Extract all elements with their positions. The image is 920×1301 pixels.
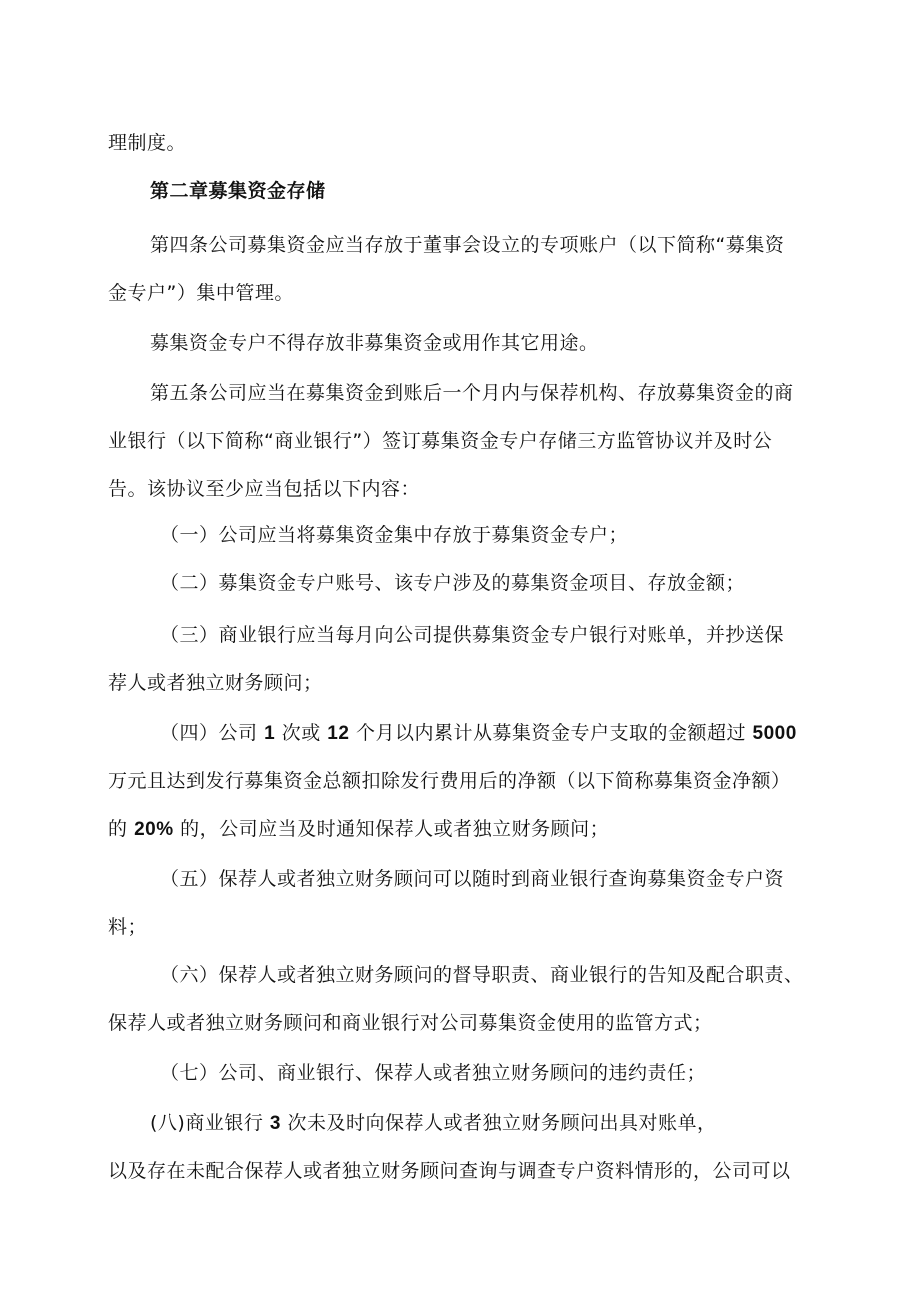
list-item: （三）商业银行应当每月向公司提供募集资金专户银行对账单，并抄送保	[160, 624, 785, 646]
text-segment: 的，公司应当及时通知保荐人或者独立财务顾问；	[180, 818, 610, 840]
text-line: 募集资金专户不得存放非募集资金或用作其它用途。	[150, 332, 599, 354]
text-line: 保荐人或者独立财务顾问和商业银行对公司募集资金使用的监管方式；	[108, 1012, 713, 1034]
text-line: 第四条公司募集资金应当存放于董事会设立的专项账户（以下简称“募集资	[150, 234, 785, 256]
chapter-heading: 第二章募集资金存储	[150, 180, 326, 202]
number: 1	[264, 723, 276, 744]
list-item: （二）募集资金专户账号、该专户涉及的募集资金项目、存放金额；	[160, 572, 746, 594]
text-segment: 次未及时向保荐人或者独立财务顾问出具对账单，	[287, 1112, 717, 1134]
text-line: 金专户”）集中管理。	[108, 282, 294, 304]
list-item: （五）保荐人或者独立财务顾问可以随时到商业银行查询募集资金专户资	[160, 868, 785, 890]
text-segment: （四）公司	[160, 722, 258, 744]
number: 5000	[752, 723, 797, 744]
text-line: 荐人或者独立财务顾问；	[108, 672, 323, 694]
text-line: 料；	[108, 916, 148, 938]
text-line	[108, 816, 609, 843]
text-line: 以及存在未配合保荐人或者独立财务顾问查询与调查专户资料情形的，公司可以	[108, 1160, 791, 1182]
number: 20%	[134, 819, 174, 840]
text-line: 告。该协议至少应当包括以下内容：	[108, 478, 421, 500]
text-segment: 个月以内累计从募集资金专户支取的金额超过	[355, 722, 746, 744]
list-item: （一）公司应当将募集资金集中存放于募集资金专户；	[160, 524, 629, 546]
list-item	[150, 1110, 717, 1137]
list-item: （六）保荐人或者独立财务顾问的督导职责、商业银行的告知及配合职责、	[160, 964, 804, 986]
number: 12	[327, 723, 350, 744]
list-item: （七）公司、商业银行、保荐人或者独立财务顾问的违约责任；	[160, 1062, 707, 1084]
text-line: 万元且达到发行募集资金总额扣除发行费用后的净额（以下简称募集资金净额）	[108, 770, 791, 792]
list-item	[160, 720, 797, 747]
text-segment: (八)商业银行	[150, 1112, 264, 1134]
text-segment: 次或	[281, 722, 321, 744]
number: 3	[269, 1113, 281, 1134]
text-line: 第五条公司应当在募集资金到账后一个月内与保荐机构、存放募集资金的商	[150, 382, 794, 404]
text-segment: 的	[108, 818, 128, 840]
text-line: 理制度。	[108, 132, 187, 154]
text-line: 业银行（以下简称“商业银行”）签订募集资金专户存储三方监管协议并及时公	[108, 430, 773, 452]
